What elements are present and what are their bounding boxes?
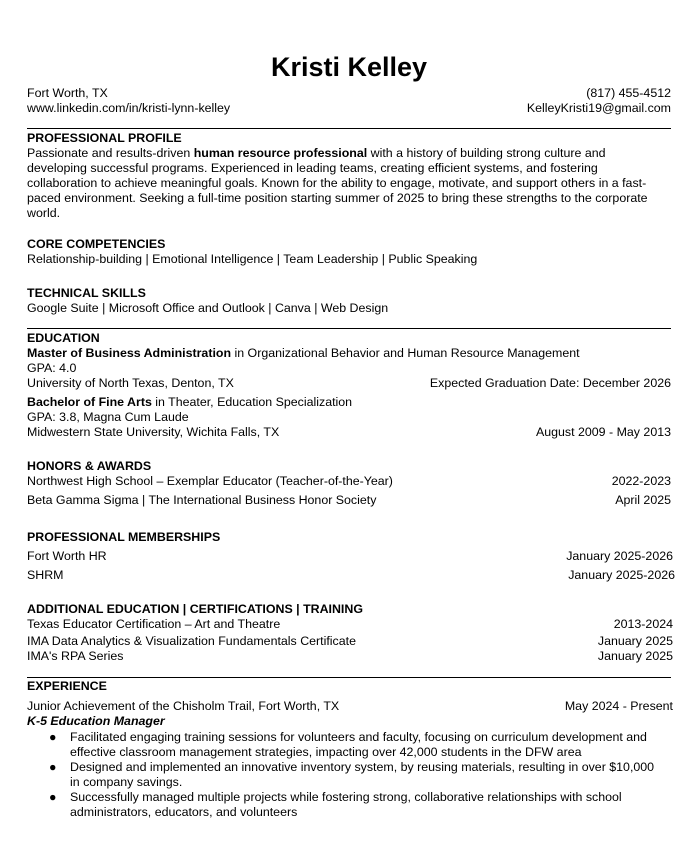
degree-field: in Theater, Education Specialization xyxy=(151,395,353,409)
membership-row xyxy=(27,568,675,583)
membership-date: January 2025-2026 xyxy=(566,549,673,563)
list-item xyxy=(27,760,671,790)
degree-name: Bachelor of Fine Arts xyxy=(27,395,152,409)
honor-row xyxy=(27,474,671,489)
divider xyxy=(27,128,671,129)
additional-heading: ADDITIONAL EDUCATION | CERTIFICATIONS | TRAINING xyxy=(27,602,363,616)
job-title: K-5 Education Manager xyxy=(27,714,165,728)
technical-text: Google Suite | Microsoft Office and Outlook | Canva | Web Design xyxy=(27,301,389,315)
school-date: Expected Graduation Date: December 2026 xyxy=(429,376,671,390)
location: Fort Worth, TX xyxy=(27,86,108,100)
honor-date: April 2025 xyxy=(615,493,671,507)
bullet-icon: ● xyxy=(49,760,57,774)
bullet-text: Facilitated engaging training sessions for volunteers and faculty, focusing on curriculum development and effective classroom management strategies, impacting over 42,000 students in the DFW area xyxy=(70,730,647,759)
degree-line xyxy=(27,346,665,361)
gpa: GPA: 3.8, Magna Cum Laude xyxy=(27,410,189,424)
certification-date: 2013-2024 xyxy=(613,617,673,631)
list-item xyxy=(27,790,671,820)
job-row xyxy=(27,699,671,714)
technical-heading: TECHNICAL SKILLS xyxy=(27,286,146,300)
phone: (817) 455-4512 xyxy=(586,86,671,100)
honor-title: Northwest High School – Exemplar Educator (Teacher-of-the-Year) xyxy=(27,474,393,488)
membership-title: SHRM xyxy=(27,568,64,582)
certification-title: IMA Data Analytics & Visualization Fundamentals Certificate xyxy=(27,634,356,648)
gpa: GPA: 4.0 xyxy=(27,361,77,375)
education-heading: EDUCATION xyxy=(27,331,100,345)
job-organization: Junior Achievement of the Chisholm Trail, Fort Worth, TX xyxy=(27,699,340,713)
list-item xyxy=(27,730,671,760)
bullet-text: Successfully managed multiple projects while fostering strong, collaborative relationships with school administrators, educators, and volunteers xyxy=(70,790,622,819)
job-bullets xyxy=(27,730,671,820)
linkedin-link[interactable]: www.linkedin.com/in/kristi-lynn-kelley xyxy=(27,101,231,115)
competencies-heading: CORE COMPETENCIES xyxy=(27,237,166,251)
profile-heading: PROFESSIONAL PROFILE xyxy=(27,131,182,145)
certification-date: January 2025 xyxy=(597,634,673,648)
certification-title: IMA's RPA Series xyxy=(27,649,124,663)
school-name: University of North Texas, Denton, TX xyxy=(27,376,234,390)
experience-heading: EXPERIENCE xyxy=(27,679,107,693)
membership-date: January 2025-2026 xyxy=(568,568,675,582)
school-date: August 2009 - May 2013 xyxy=(535,425,671,439)
school-row xyxy=(27,376,671,391)
school-row xyxy=(27,425,671,440)
certification-row xyxy=(27,649,671,664)
profile-text-part: with a history of building strong culture and developing successful programs. Experienced in leading teams, creating efficient systems, and fostering collaboration to achieve meaningful goals. Known for the ability to engage, motivate, and support others in a fast-paced environment. Seeking a full-time position starting summer of 2025 to bring these strengths to the corporate world. xyxy=(27,146,648,220)
profile-text-part: Passionate and results-driven xyxy=(27,146,194,160)
contact-row-1 xyxy=(27,86,671,101)
membership-row xyxy=(27,549,671,564)
honor-row xyxy=(27,493,671,508)
competencies-text: Relationship-building | Emotional Intelligence | Team Leadership | Public Speaking xyxy=(27,252,478,266)
memberships-heading: PROFESSIONAL MEMBERSHIPS xyxy=(27,530,221,544)
degree-field: in Organizational Behavior and Human Resource Management xyxy=(231,346,580,360)
honor-date: 2022-2023 xyxy=(611,474,671,488)
honors-heading: HONORS & AWARDS xyxy=(27,459,152,473)
profile-text xyxy=(27,146,665,221)
bullet-text: Designed and implemented an innovative inventory system, by reusing materials, resulting in over $10,000 in company savings. xyxy=(70,760,655,789)
profile-text-bold: human resource professional xyxy=(193,146,368,160)
contact-row-2 xyxy=(27,101,671,116)
bullet-icon: ● xyxy=(49,790,57,804)
certification-row xyxy=(27,617,671,632)
job-date: May 2024 - Present xyxy=(564,699,673,713)
divider xyxy=(27,677,671,678)
certification-title: Texas Educator Certification – Art and Theatre xyxy=(27,617,281,631)
divider xyxy=(27,328,671,329)
honor-title: Beta Gamma Sigma | The International Business Honor Society xyxy=(27,493,377,507)
degree-name: Master of Business Administration xyxy=(27,346,232,360)
bullet-icon: ● xyxy=(49,730,57,744)
certification-row xyxy=(27,634,671,649)
certification-date: January 2025 xyxy=(597,649,673,663)
membership-title: Fort Worth HR xyxy=(27,549,107,563)
school-name: Midwestern State University, Wichita Falls, TX xyxy=(27,425,280,439)
degree-line xyxy=(27,395,665,410)
email-link[interactable]: KelleyKristi19@gmail.com xyxy=(526,101,671,115)
candidate-name: Kristi Kelley xyxy=(270,52,428,82)
